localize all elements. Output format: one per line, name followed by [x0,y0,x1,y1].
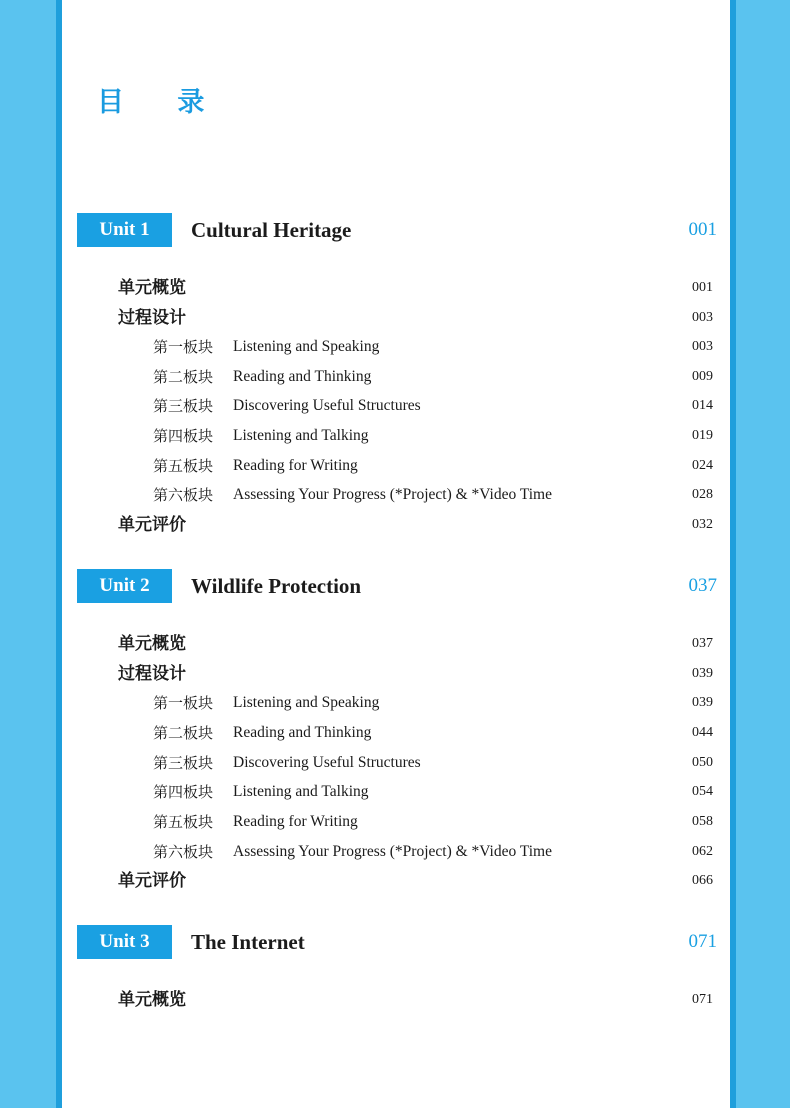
entry-label: 过程设计 [118,664,186,684]
toc-entry-overview[interactable] [0,988,790,1012]
entry-page-number: 071 [692,992,713,1007]
block-title: Reading and Thinking [233,724,372,741]
block-title: Listening and Speaking [233,338,380,355]
block-title: Reading for Writing [233,457,358,474]
toc-entry-process[interactable] [0,306,790,330]
entry-label: 单元概览 [118,634,186,654]
unit-page-number: 001 [688,219,717,240]
block-label: 第二板块 [153,368,214,386]
block-label: 第四板块 [153,427,214,445]
block-title: Listening and Talking [233,427,369,444]
toc-entry-evaluation[interactable] [0,869,790,893]
entry-label: 过程设计 [118,308,186,328]
page-title: 目 录 [97,87,227,118]
toc-entry-block[interactable] [0,751,790,775]
entry-page-number: 066 [692,873,713,888]
block-title: Reading and Thinking [233,368,372,385]
unit-header-2[interactable] [77,569,717,603]
entry-page-number: 044 [692,725,713,740]
unit-title: The Internet [191,930,305,954]
entry-page-number: 003 [692,339,713,354]
toc-entry-block[interactable] [0,424,790,448]
unit-title: Cultural Heritage [191,218,352,242]
entry-label: 单元概览 [118,990,186,1010]
left-border-band [0,0,56,1108]
toc-entry-block[interactable] [0,483,790,507]
toc-entry-block[interactable] [0,810,790,834]
unit-page-number: 071 [688,931,717,952]
right-border-band [736,0,790,1108]
entry-page-number: 039 [692,695,713,710]
block-label: 第六板块 [153,486,214,504]
block-title: Assessing Your Progress (*Project) & *Video Time [233,486,552,503]
block-label: 第五板块 [153,813,214,831]
toc-entry-block[interactable] [0,721,790,745]
block-title: Discovering Useful Structures [233,754,421,771]
block-label: 第五板块 [153,457,214,475]
unit-title: Wildlife Protection [191,574,362,598]
toc-entry-overview[interactable] [0,632,790,656]
unit-badge: Unit 1 [77,213,172,247]
entry-label: 单元概览 [118,278,186,298]
toc-entry-block[interactable] [0,365,790,389]
block-label: 第三板块 [153,754,214,772]
left-border-stripe [56,0,62,1108]
toc-entry-block[interactable] [0,454,790,478]
toc-entry-process[interactable] [0,662,790,686]
block-label: 第二板块 [153,724,214,742]
entry-page-number: 062 [692,844,713,859]
unit-page-number: 037 [688,575,717,596]
entry-page-number: 039 [692,666,713,681]
unit-header-1[interactable] [77,213,717,247]
block-title: Discovering Useful Structures [233,397,421,414]
unit-badge: Unit 3 [77,925,172,959]
entry-page-number: 019 [692,428,713,443]
entry-page-number: 037 [692,636,713,651]
entry-page-number: 009 [692,369,713,384]
entry-page-number: 001 [692,280,713,295]
entry-label: 单元评价 [118,871,186,891]
entry-page-number: 050 [692,755,713,770]
block-label: 第三板块 [153,397,214,415]
toc-entry-block[interactable] [0,840,790,864]
entry-page-number: 028 [692,487,713,502]
entry-page-number: 054 [692,784,713,799]
block-label: 第一板块 [153,694,214,712]
toc-entry-block[interactable] [0,335,790,359]
toc-entry-overview[interactable] [0,276,790,300]
block-title: Listening and Speaking [233,694,380,711]
toc-entry-block[interactable] [0,394,790,418]
block-label: 第一板块 [153,338,214,356]
toc-entry-evaluation[interactable] [0,513,790,537]
block-title: Reading for Writing [233,813,358,830]
entry-page-number: 032 [692,517,713,532]
block-title: Assessing Your Progress (*Project) & *Video Time [233,843,552,860]
toc-entry-block[interactable] [0,780,790,804]
entry-label: 单元评价 [118,515,186,535]
entry-page-number: 024 [692,458,713,473]
block-label: 第六板块 [153,843,214,861]
unit-badge: Unit 2 [77,569,172,603]
entry-page-number: 014 [692,398,713,413]
entry-page-number: 003 [692,310,713,325]
toc-entry-block[interactable] [0,691,790,715]
block-label: 第四板块 [153,783,214,801]
unit-header-3[interactable] [77,925,717,959]
entry-page-number: 058 [692,814,713,829]
block-title: Listening and Talking [233,783,369,800]
